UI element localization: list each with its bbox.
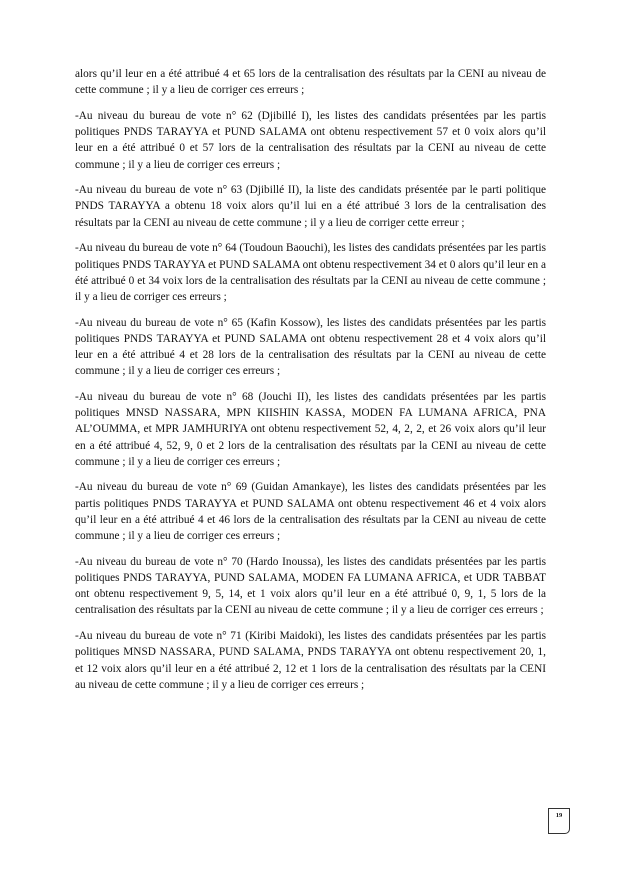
paragraph-bureau-69: -Au niveau du bureau de vote n° 69 (Guidan Amankaye), les listes des candidats présentées par les partis politiques PNDS TARAYYA et PUND SALAMA ont obtenu respectivement 46 et 4 voix alors qu’il leur en a été attribué 4 et 46 lors de la centralisation des résultats par la CENI au niveau de cette commune ; il y a lieu de corriger ces erreurs ;	[75, 481, 546, 543]
paragraph-bureau-65: -Au niveau du bureau de vote n° 65 (Kafin Kossow), les listes des candidats présentées par les partis politiques PNDS TARAYYA et PUND SALAMA ont obtenu respectivement 28 et 4 voix alors qu’il leur en a été attribué 4 et 28 lors de la centralisation des résultats par la CENI au niveau de cette commune ; il y a lieu de corriger ces erreurs ;	[75, 316, 546, 378]
paragraph-continuation: alors qu’il leur en a été attribué 4 et 65 lors de la centralisation des résultats par la CENI au niveau de cette commune ; il y a lieu de corriger ces erreurs ;	[75, 68, 546, 97]
paragraph-bureau-63: -Au niveau du bureau de vote n° 63 (Djibillé II), la liste des candidats présentée par le parti politique PNDS TARAYYA a obtenu 18 voix alors qu’il lui en a été attribué 3 lors de la centralisation des résultats par la CENI au niveau de cette commune ; il y a lieu de corriger cette erreur ;	[75, 184, 546, 229]
paragraph-bureau-64: -Au niveau du bureau de vote n° 64 (Toudoun Baouchi), les listes des candidats présentées par les partis politiques PNDS TARAYYA et PUND SALAMA ont obtenu respectivement 34 et 0 alors qu’il leur en a été attribué 0 et 34 voix lors de la centralisation des résultats par la CENI au niveau de cette commune ; il y a lieu de corriger ces erreurs ;	[75, 242, 547, 303]
document-body	[75, 66, 546, 702]
paragraph-bureau-70: -Au niveau du bureau de vote n° 70 (Hardo Inoussa), les listes des candidats présentées par les partis politiques PNDS TARAYYA, PUND SALAMA, MODEN FA LUMANA AFRICA, et UDR TABBAT ont obtenu respectivement 9, 5, 14, et 1 voix alors qu’il leur en a été attribué 0, 9, 1, 5 lors de la centralisation des résultats par la CENI au niveau de cette commune ; il y a lieu de corriger ces erreurs ;	[75, 555, 546, 617]
paragraph-bureau-71: -Au niveau du bureau de vote n° 71 (Kiribi Maidoki), les listes des candidats présentées par les partis politiques MNSD NASSARA, PUND SALAMA, PNDS TARAYYA ont obtenu respectivement 20, 1, et 12 voix alors qu’il leur en a été attribué 2, 12 et 1 lors de la centralisation des résultats par la CENI au niveau de cette commune ; il y a lieu de corriger ces erreurs ;	[75, 630, 546, 691]
paragraph-bureau-68: -Au niveau du bureau de vote n° 68 (Jouchi II), les listes des candidats présentées par les partis politiques MNSD NASSARA, MPN KIISHIN KASSA, MODEN FA LUMANA AFRICA, PNA AL’OUMMA, et MPR JAMHURIYA ont obtenu respectivement 52, 4, 2, 2, et 26 voix alors qu’il leur en a été attribué 4, 52, 9, 0 et 2 lors de la centralisation des résultats par la CENI au niveau de cette commune ; il y a lieu de corriger ces erreurs ;	[75, 390, 546, 468]
paragraph-bureau-62: -Au niveau du bureau de vote n° 62 (Djibillé I), les listes des candidats présentées par les partis politiques PNDS TARAYYA et PUND SALAMA ont obtenu respectivement 57 et 0 voix alors qu’il leur en a été attribué 0 et 57 lors de la centralisation des résultats par la CENI au niveau de cette commune ; il y a lieu de corriger ces erreurs ;	[75, 109, 546, 171]
page-number: 19	[548, 808, 570, 834]
